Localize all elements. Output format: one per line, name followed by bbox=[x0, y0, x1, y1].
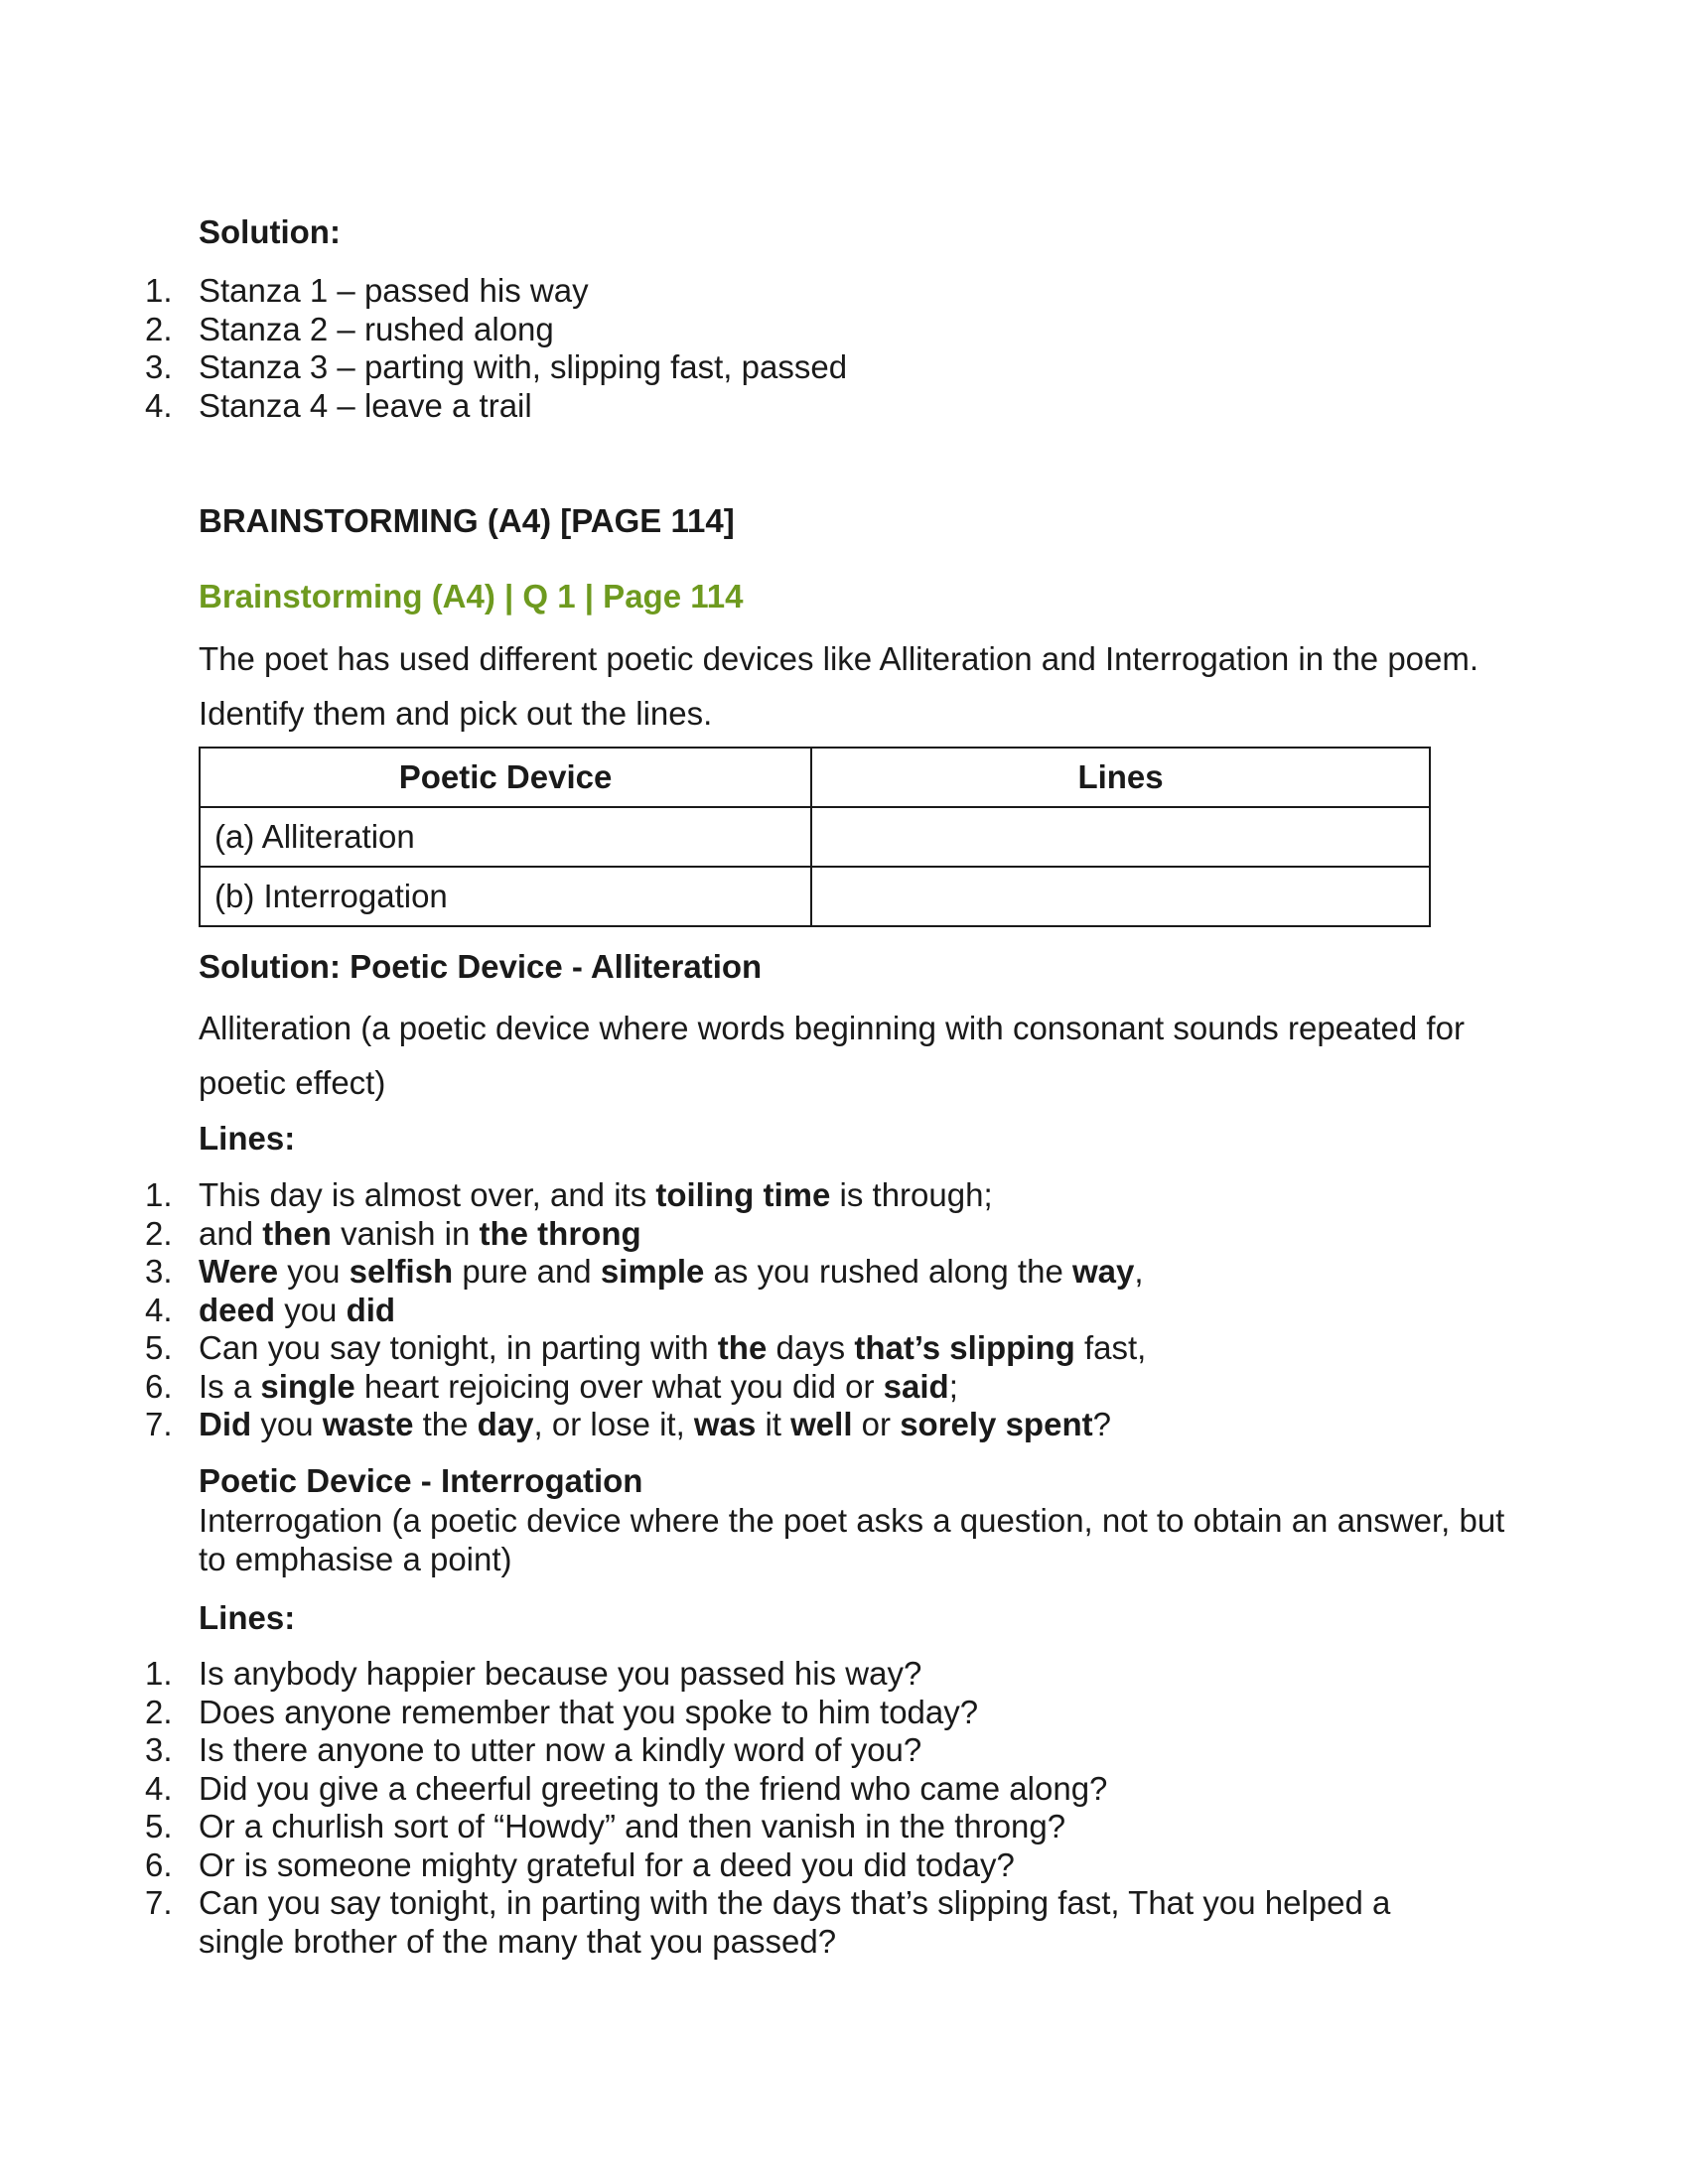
text-segment: you bbox=[275, 1291, 347, 1328]
text-segment: is through; bbox=[830, 1176, 993, 1213]
list-number: 3. bbox=[145, 1731, 173, 1768]
list-number: 6. bbox=[145, 1845, 173, 1883]
text-segment: as you rushed along the bbox=[704, 1253, 1072, 1290]
list-item bbox=[145, 1694, 1466, 1732]
text-segment: it bbox=[756, 1406, 791, 1442]
list-text: Is anybody happier because you passed his way? bbox=[199, 1655, 922, 1692]
list-number: 3. bbox=[145, 348, 173, 385]
section-heading: BRAINSTORMING (A4) [PAGE 114] bbox=[199, 502, 735, 539]
list-item bbox=[145, 1368, 1485, 1407]
list-number: 7. bbox=[145, 1884, 173, 1921]
table-header-cell: Poetic Device bbox=[200, 748, 811, 807]
bold-word: sorely spent bbox=[900, 1406, 1093, 1442]
list-item bbox=[145, 1655, 1466, 1694]
list-text bbox=[199, 1215, 1485, 1254]
bold-word: single bbox=[260, 1367, 355, 1405]
list-text bbox=[199, 1329, 1485, 1368]
list-item bbox=[145, 348, 1436, 387]
list-text: Stanza 4 – leave a trail bbox=[199, 386, 532, 424]
list-number: 2. bbox=[145, 1214, 173, 1252]
list-item bbox=[145, 1253, 1485, 1292]
text-segment: ; bbox=[948, 1367, 958, 1405]
bold-word: Did bbox=[199, 1406, 252, 1442]
bold-word: that’s slipping bbox=[854, 1329, 1075, 1366]
list-number: 4. bbox=[145, 1291, 173, 1328]
text-segment: , bbox=[1134, 1253, 1144, 1290]
table-header-row bbox=[200, 748, 1430, 807]
text-segment: and bbox=[199, 1214, 263, 1252]
list-item bbox=[145, 1846, 1466, 1885]
list-number: 1. bbox=[145, 1176, 173, 1213]
bold-word: simple bbox=[600, 1253, 705, 1290]
text-segment: , or lose it, bbox=[533, 1406, 694, 1442]
list-item bbox=[145, 1176, 1485, 1215]
list-text: Does anyone remember that you spoke to him today? bbox=[199, 1693, 979, 1730]
list-item bbox=[145, 1884, 1466, 1961]
list-number: 2. bbox=[145, 310, 173, 347]
list-item bbox=[145, 1770, 1466, 1809]
bold-word: said bbox=[883, 1367, 949, 1405]
list-number: 1. bbox=[145, 272, 173, 309]
question-text: The poet has used different poetic devices like Alliteration and Interrogation in the poem. Identify them and pick out the lines. bbox=[199, 640, 1479, 732]
bold-word: selfish bbox=[349, 1253, 454, 1290]
list-number: 4. bbox=[145, 386, 173, 424]
text-segment: fast, bbox=[1074, 1329, 1147, 1366]
alliteration-lines-list bbox=[145, 1176, 1485, 1444]
table-cell: (a) Alliteration bbox=[200, 807, 811, 867]
text-segment: ? bbox=[1092, 1406, 1111, 1442]
list-number: 1. bbox=[145, 1655, 173, 1692]
list-text bbox=[199, 1368, 1485, 1407]
list-text: Or is someone mighty grateful for a deed you did today? bbox=[199, 1845, 1015, 1883]
table-cell bbox=[811, 807, 1430, 867]
stanza-list bbox=[145, 272, 1436, 425]
list-item bbox=[145, 311, 1436, 349]
list-number: 5. bbox=[145, 1808, 173, 1844]
text-segment: the bbox=[413, 1406, 478, 1442]
bold-word: way bbox=[1071, 1253, 1135, 1290]
list-text: Stanza 2 – rushed along bbox=[199, 310, 554, 347]
question-title: Brainstorming (A4) | Q 1 | Page 114 bbox=[199, 578, 744, 614]
bold-word: the throng bbox=[479, 1214, 641, 1252]
bold-word: did bbox=[346, 1291, 396, 1328]
list-number: 7. bbox=[145, 1406, 173, 1442]
text-segment: you bbox=[278, 1253, 350, 1290]
list-item bbox=[145, 387, 1436, 426]
bold-word: well bbox=[790, 1406, 853, 1442]
text-segment: or bbox=[852, 1406, 901, 1442]
table-row bbox=[200, 807, 1430, 867]
list-item bbox=[145, 272, 1436, 311]
list-item bbox=[145, 1406, 1485, 1444]
bold-word: deed bbox=[199, 1291, 276, 1328]
list-item bbox=[145, 1292, 1485, 1330]
list-number: 5. bbox=[145, 1329, 173, 1366]
list-text: Stanza 1 – passed his way bbox=[199, 272, 589, 309]
alliteration-lines-label: Lines: bbox=[199, 1120, 296, 1157]
list-number: 3. bbox=[145, 1253, 173, 1290]
poetic-device-table bbox=[199, 747, 1431, 927]
table-cell bbox=[811, 867, 1430, 926]
bold-word: toiling time bbox=[655, 1176, 831, 1213]
text-segment: days bbox=[767, 1329, 855, 1366]
list-text: Can you say tonight, in parting with the days that’s slipping fast, That you helped a single brother of the many that you passed? bbox=[199, 1884, 1391, 1960]
list-text: Or a churlish sort of “Howdy” and then vanish in the throng? bbox=[199, 1808, 1066, 1844]
list-item bbox=[145, 1215, 1485, 1254]
text-segment: Can you say tonight, in parting with bbox=[199, 1329, 718, 1366]
text-segment: pure and bbox=[453, 1253, 601, 1290]
bold-word: the bbox=[717, 1329, 768, 1366]
list-text bbox=[199, 1406, 1485, 1444]
bold-word: Were bbox=[199, 1253, 279, 1290]
list-number: 2. bbox=[145, 1693, 173, 1730]
table-row bbox=[200, 867, 1430, 926]
alliteration-definition: Alliteration (a poetic device where words beginning with consonant sounds repeated for poetic effect) bbox=[199, 1010, 1465, 1101]
list-text bbox=[199, 1253, 1485, 1292]
text-segment: Is a bbox=[199, 1367, 261, 1405]
table-cell: (b) Interrogation bbox=[200, 867, 811, 926]
list-item bbox=[145, 1731, 1466, 1770]
list-item bbox=[145, 1329, 1485, 1368]
interrogation-definition: Interrogation (a poetic device where the poet asks a question, not to obtain an answer, but to emphasise a point) bbox=[199, 1502, 1505, 1577]
list-text: Is there anyone to utter now a kindly word of you? bbox=[199, 1731, 922, 1768]
interrogation-lines-list bbox=[145, 1655, 1466, 1961]
list-text: Stanza 3 – parting with, slipping fast, passed bbox=[199, 348, 848, 385]
list-text bbox=[199, 1176, 1485, 1215]
text-segment: vanish in bbox=[331, 1214, 480, 1252]
list-text bbox=[199, 1292, 1485, 1330]
solution-heading: Solution: bbox=[199, 213, 341, 250]
text-segment: heart rejoicing over what you did or bbox=[354, 1367, 884, 1405]
bold-word: waste bbox=[322, 1406, 414, 1442]
bold-word: then bbox=[262, 1214, 332, 1252]
list-number: 6. bbox=[145, 1367, 173, 1405]
list-text: Did you give a cheerful greeting to the friend who came along? bbox=[199, 1769, 1108, 1807]
interrogation-lines-label: Lines: bbox=[199, 1599, 296, 1636]
text-segment: This day is almost over, and its bbox=[199, 1176, 656, 1213]
table-header-cell: Lines bbox=[811, 748, 1430, 807]
alliteration-heading: Solution: Poetic Device - Alliteration bbox=[199, 948, 763, 985]
bold-word: day bbox=[477, 1406, 534, 1442]
list-number: 4. bbox=[145, 1769, 173, 1807]
text-segment: you bbox=[251, 1406, 323, 1442]
bold-word: was bbox=[693, 1406, 757, 1442]
list-item bbox=[145, 1808, 1466, 1846]
interrogation-heading: Poetic Device - Interrogation bbox=[199, 1462, 643, 1499]
